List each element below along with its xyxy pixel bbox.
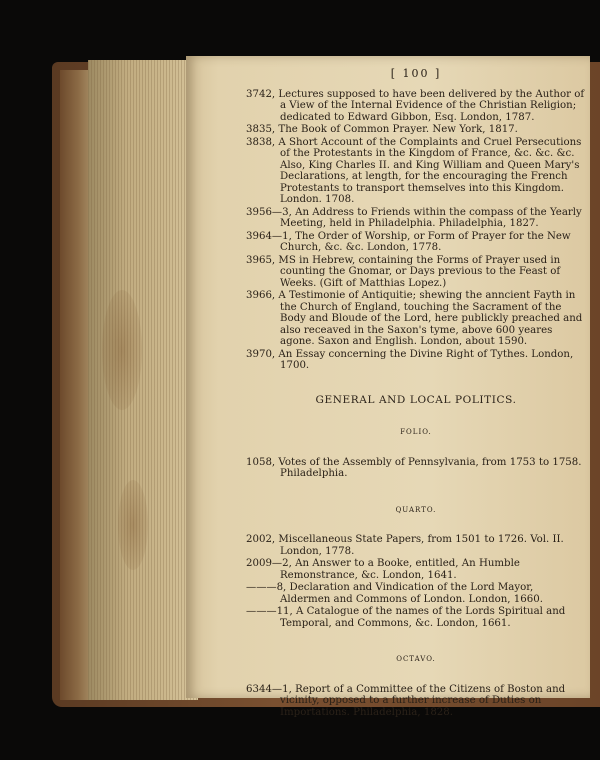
catalogue-entry bbox=[246, 349, 586, 372]
section-heading: GENERAL AND LOCAL POLITICS. bbox=[315, 393, 517, 406]
entry-number: 2002, bbox=[246, 534, 276, 545]
entry-text: A Short Account of the Complaints and Cruel Persecutions of the Protestants in the Kingdom of France, &c. &c. &c. Also, King Charles II. and King William and Queen Mary's Declarations, at length, for the encouraging the French Protestants to transport themselves into this Kingdom. London. 1708. bbox=[278, 136, 582, 205]
entry-number: 3965, bbox=[246, 254, 276, 266]
entry-number: ———8, bbox=[246, 582, 287, 593]
catalogue-entry bbox=[246, 89, 586, 124]
catalogue-entry bbox=[246, 534, 586, 557]
entry-text: Lectures supposed to have been delivered by the Author of a View of the Internal Evidence of the Christian Religion; dedicated to Edward Gibbon, Esq. London, 1787. bbox=[278, 88, 585, 123]
catalogue-entry bbox=[246, 255, 586, 290]
entry-text: A Catalogue of the names of the Lords Spiritual and Temporal, and Commons, &c. London, 1661. bbox=[280, 606, 566, 629]
entry-number: 1058, bbox=[246, 456, 276, 468]
entry-number: 2009—2, bbox=[246, 558, 292, 569]
octavo-heading: OCTAVO. bbox=[396, 655, 436, 663]
page-content bbox=[246, 68, 586, 719]
entries-top-list bbox=[246, 89, 586, 372]
catalogue-entry bbox=[246, 207, 586, 230]
entry-number: 3835, bbox=[246, 124, 276, 135]
entry-text: Votes of the Assembly of Pennsylvania, from 1753 to 1758. Philadelphia. bbox=[278, 456, 582, 479]
entry-text: An Answer to a Booke, entitled, An Humble Remonstrance, &c. London, 1641. bbox=[280, 558, 520, 581]
entry-number: ———11, bbox=[246, 606, 293, 617]
catalogue-entry bbox=[246, 558, 586, 581]
catalogue-entry bbox=[246, 582, 586, 605]
entry-number: 3970, bbox=[246, 348, 276, 360]
entry-text: The Book of Common Prayer. New York, 1817. bbox=[278, 124, 518, 135]
entry-number: 3956—3, bbox=[246, 206, 292, 218]
foxing-stain bbox=[102, 290, 142, 410]
catalogue-entry bbox=[246, 231, 586, 254]
catalogue-entry bbox=[246, 137, 586, 206]
entry-number: 3838, bbox=[246, 136, 276, 148]
catalogue-entry bbox=[246, 124, 586, 136]
foxing-stain bbox=[118, 480, 148, 570]
book-spine bbox=[60, 70, 90, 700]
entry-number: 3966, bbox=[246, 290, 276, 301]
entry-text: An Essay concerning the Divine Right of Tythes. London, 1700. bbox=[278, 348, 574, 371]
entry-text: Miscellaneous State Papers, from 1501 to 1726. Vol. II. London, 1778. bbox=[278, 534, 564, 557]
entry-text: Report of a Committee of the Citizens of Boston and vicinity, opposed to a further increase of Duties on Importations. Philadelphia, 1828. bbox=[280, 683, 566, 718]
catalogue-entry bbox=[246, 290, 586, 348]
page-number: [ 100 ] bbox=[390, 67, 442, 80]
entry-text: A Testimonie of Antiquitie; shewing the anncient Fayth in the Church of England, touching the Sacrament of the Body and Bloude of the Lord, here publickly preached and also receaved in the Saxon's tyme, above 600 yeares agone. Saxon and English. London, about 1590. bbox=[278, 290, 583, 347]
entry-text: MS in Hebrew, containing the Forms of Prayer used in counting the Gnomar, or Days previous to the Feast of Weeks. (Gift of Matthias Lopez.) bbox=[278, 254, 561, 289]
catalogue-entry bbox=[246, 684, 586, 719]
quarto-heading: QUARTO. bbox=[395, 505, 437, 514]
entry-text: An Address to Friends within the compass of the Yearly Meeting, held in Philadelphia. Philadelphia, 1827. bbox=[280, 206, 582, 229]
entry-number: 6344—1, bbox=[246, 683, 292, 695]
entry-number: 3742, bbox=[246, 88, 276, 100]
folio-heading: FOLIO. bbox=[400, 428, 432, 436]
catalogue-entry bbox=[246, 457, 586, 480]
catalogue-entry bbox=[246, 606, 586, 629]
page-edges bbox=[88, 60, 198, 700]
entry-text: The Order of Worship, or Form of Prayer for the New Church, &c. &c. London, 1778. bbox=[280, 230, 571, 253]
entry-text: Declaration and Vindication of the Lord Mayor, Aldermen and Commons of London. London, 1660. bbox=[280, 582, 543, 605]
entry-number: 3964—1, bbox=[246, 230, 292, 242]
